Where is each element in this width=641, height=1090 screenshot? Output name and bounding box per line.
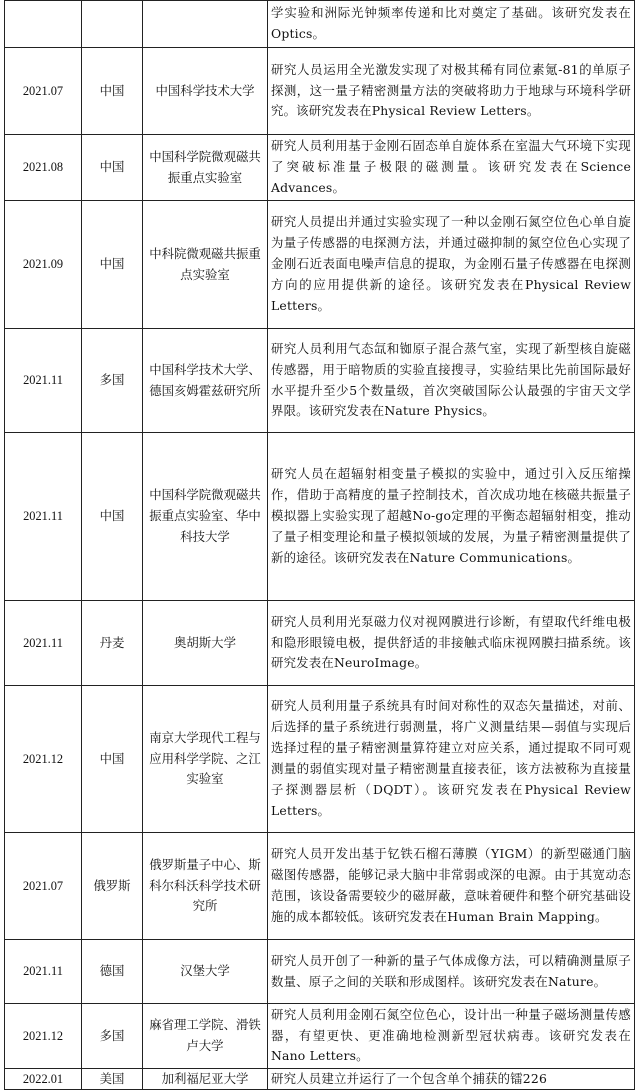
institution-cell: 中国科学院微观磁共振重点实验室、华中科技大学 bbox=[143, 433, 268, 601]
description-cell: 研究人员开发出基于钇铁石榴石薄膜（YIGM）的新型磁通门脑磁图传感器，能够记录大脑中非常弱或深的电源。由于其宽动态范围，该设备需要较少的磁屏蔽，意味着硬件和整个研究基础设施的成本都较低。该研究发表在Human Brain Mapping。 bbox=[268, 833, 635, 940]
description-cell: 研究人员利用基于金刚石固态单自旋体系在室温大气环境下实现了突破标准量子极限的磁测量。该研究发表在Science Advances。 bbox=[268, 135, 635, 201]
date-cell: 2022.01 bbox=[5, 1069, 82, 1090]
description-cell: 研究人员利用金刚石氮空位色心，设计出一种量子磁场测量传感器，有望更快、更准确地检测新型冠状病毒。该研究发表在Nano Letters。 bbox=[268, 1004, 635, 1069]
country-cell: 中国 bbox=[82, 433, 143, 601]
description-cell: 研究人员建立并运行了一个包含单个捕获的镭226 bbox=[268, 1069, 635, 1090]
country-cell: 德国 bbox=[82, 940, 143, 1004]
table-row bbox=[5, 1004, 635, 1069]
institution-cell: 麻省理工学院、滑铁卢大学 bbox=[143, 1004, 268, 1069]
table-row bbox=[5, 601, 635, 686]
institution-cell: 俄罗斯量子中心、斯科尔科沃科学技术研究所 bbox=[143, 833, 268, 940]
table-row bbox=[5, 135, 635, 201]
country-cell: 中国 bbox=[82, 135, 143, 201]
institution-cell: 南京大学现代工程与应用科学学院、之江实验室 bbox=[143, 686, 268, 833]
description-cell: 研究人员利用气态氙和铷原子混合蒸气室，实现了新型核自旋磁传感器，用于暗物质的实验直接搜寻，实验结果比先前国际最好水平提升至少5个数量级，首次突破国际公认最强的宇宙天文学界限。该研究发表在Nature Physics。 bbox=[268, 329, 635, 433]
table-row bbox=[5, 201, 635, 329]
date-cell: 2021.11 bbox=[5, 433, 82, 601]
country-cell: 中国 bbox=[82, 201, 143, 329]
country-cell: 中国 bbox=[82, 48, 143, 135]
country-cell: 多国 bbox=[82, 329, 143, 433]
date-cell: 2021.11 bbox=[5, 601, 82, 686]
date-cell bbox=[5, 1, 82, 48]
table-row bbox=[5, 686, 635, 833]
description-cell: 研究人员在超辐射相变量子模拟的实验中，通过引入反压缩操作，借助于高精度的量子控制技术，首次成功地在核磁共振量子模拟器上实验实现了超越No-go定理的平衡态超辐射相变，推动了量子相变理论和量子模拟领域的发展，为量子精密测量提供了新的途径。该研究发表在Nature Communications。 bbox=[268, 433, 635, 601]
table-row bbox=[5, 1069, 635, 1090]
description-cell: 研究人员利用光泵磁力仪对视网膜进行诊断，有望取代纤维电极和隐形眼镜电极，提供舒适的非接触式临床视网膜扫描系统。该研究发表在NeuroImage。 bbox=[268, 601, 635, 686]
table-row bbox=[5, 48, 635, 135]
date-cell: 2021.09 bbox=[5, 201, 82, 329]
table-row bbox=[5, 940, 635, 1004]
institution-cell bbox=[143, 1, 268, 48]
institution-cell: 汉堡大学 bbox=[143, 940, 268, 1004]
description-cell: 研究人员提出并通过实验实现了一种以金刚石氮空位色心单自旋为量子传感器的电探测方法，并通过磁抑制的氮空位色心实现了金刚石近表面电噪声信息的提取，为金刚石量子传感器在电探测方向的应用提供新的途径。该研究发表在Physical Review Letters。 bbox=[268, 201, 635, 329]
institution-cell: 中科院微观磁共振重点实验室 bbox=[143, 201, 268, 329]
country-cell: 中国 bbox=[82, 686, 143, 833]
description-cell: 研究人员开创了一种新的量子气体成像方法，可以精确测量原子数量、原子之间的关联和形成图样。该研究发表在Nature。 bbox=[268, 940, 635, 1004]
table-row bbox=[5, 1, 635, 48]
description-cell: 研究人员运用全光激发实现了对极其稀有同位素氪-81的单原子探测，这一量子精密测量方法的突破将助力于地球与环境科学研究。该研究发表在Physical Review Letters。 bbox=[268, 48, 635, 135]
table-row bbox=[5, 329, 635, 433]
description-cell: 研究人员利用量子系统具有时间对称性的双态矢量描述，对前、后选择的量子系统进行弱测量，将广义测量结果—弱值与实现后选择过程的量子精密测量算符建立对应关系，通过提取不同可观测量的弱值实现对量子精密测量直接表征，该方法被称为直接量子探测器层析（DQDT）。该研究发表在Physical Review Letters。 bbox=[268, 686, 635, 833]
institution-cell: 中国科学技术大学 bbox=[143, 48, 268, 135]
date-cell: 2021.11 bbox=[5, 940, 82, 1004]
country-cell: 美国 bbox=[82, 1069, 143, 1090]
institution-cell: 中国科学院微观磁共振重点实验室 bbox=[143, 135, 268, 201]
country-cell: 丹麦 bbox=[82, 601, 143, 686]
date-cell: 2021.08 bbox=[5, 135, 82, 201]
description-cell: 学实验和洲际光钟频率传递和比对奠定了基础。该研究发表在Optics。 bbox=[268, 1, 635, 48]
country-cell bbox=[82, 1, 143, 48]
research-progress-table bbox=[4, 0, 635, 1090]
institution-cell: 中国科学技术大学、德国亥姆霍兹研究所 bbox=[143, 329, 268, 433]
date-cell: 2021.12 bbox=[5, 1004, 82, 1069]
country-cell: 俄罗斯 bbox=[82, 833, 143, 940]
date-cell: 2021.07 bbox=[5, 833, 82, 940]
institution-cell: 奥胡斯大学 bbox=[143, 601, 268, 686]
date-cell: 2021.12 bbox=[5, 686, 82, 833]
date-cell: 2021.11 bbox=[5, 329, 82, 433]
country-cell: 多国 bbox=[82, 1004, 143, 1069]
institution-cell: 加利福尼亚大学 bbox=[143, 1069, 268, 1090]
table-row bbox=[5, 833, 635, 940]
table-row bbox=[5, 433, 635, 601]
date-cell: 2021.07 bbox=[5, 48, 82, 135]
